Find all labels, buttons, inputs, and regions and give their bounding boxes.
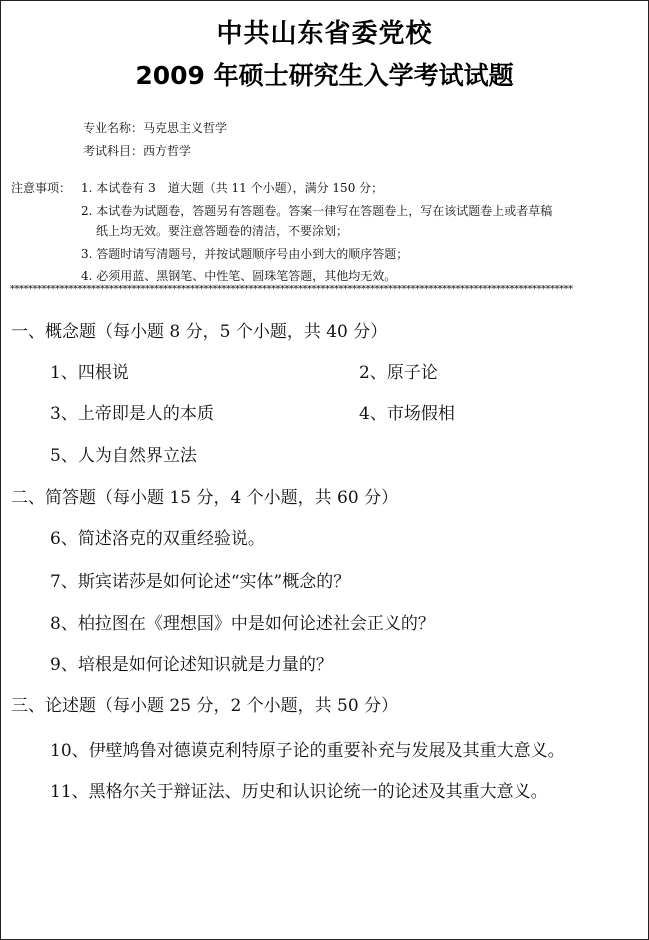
notes-label: 注意事项： <box>11 181 72 195</box>
question-item: 10、伊壁鸠鲁对德谟克利特原子论的重要补充与发展及其重大意义。 <box>50 741 565 761</box>
question-item: 1、四根说 <box>50 363 129 383</box>
star-separator: ***************************************************************************************************************************** <box>10 285 573 295</box>
note-item: 2. 本试卷为试题卷，答题另有答题卷。答案一律写在答题卷上，写在该试题卷上或者草稿 <box>81 204 553 218</box>
exam-title: 2009 年硕士研究生入学考试试题 <box>135 61 514 90</box>
note-item-continued: 纸上均无效。要注意答题卷的清洁，不要涂划； <box>96 224 349 238</box>
exam-subject: 考试科目：西方哲学 <box>83 144 192 158</box>
question-item: 9、培根是如何论述知识就是力量的？ <box>50 655 333 675</box>
note-item: 4. 必须用蓝、黑钢笔、中性笔、圆珠笔答题，其他均无效。 <box>81 269 397 283</box>
question-item: 6、简述洛克的双重经验说。 <box>50 529 265 549</box>
school-title: 中共山东省委党校 <box>216 19 433 49</box>
question-item: 3、上帝即是人的本质 <box>50 404 214 424</box>
question-item: 2、原子论 <box>359 363 438 383</box>
section-title-short-answer: 二、简答题（每小题 15 分，4 个小题，共 60 分） <box>11 488 399 508</box>
section-title-essay: 三、论述题（每小题 25 分，2 个小题，共 50 分） <box>11 696 399 716</box>
note-item: 1. 本试卷有 3 道大题（共 11 个小题），满分 150 分； <box>81 181 384 195</box>
note-item: 3. 答题时请写清题号，并按试题顺序号由小到大的顺序答题； <box>81 247 409 261</box>
question-item: 4、市场假相 <box>359 404 455 424</box>
section-title-concepts: 一、概念题（每小题 8 分，5 个小题，共 40 分） <box>11 322 388 342</box>
major-name: 专业名称：马克思主义哲学 <box>83 121 228 135</box>
question-item: 11、黑格尔关于辩证法、历史和认识论统一的论述及其重大意义。 <box>50 782 548 802</box>
question-item: 5、人为自然界立法 <box>50 446 197 466</box>
question-item: 7、斯宾诺莎是如何论述“实体”概念的？ <box>50 572 351 592</box>
question-item: 8、柏拉图在《理想国》中是如何论述社会正义的？ <box>50 614 435 634</box>
